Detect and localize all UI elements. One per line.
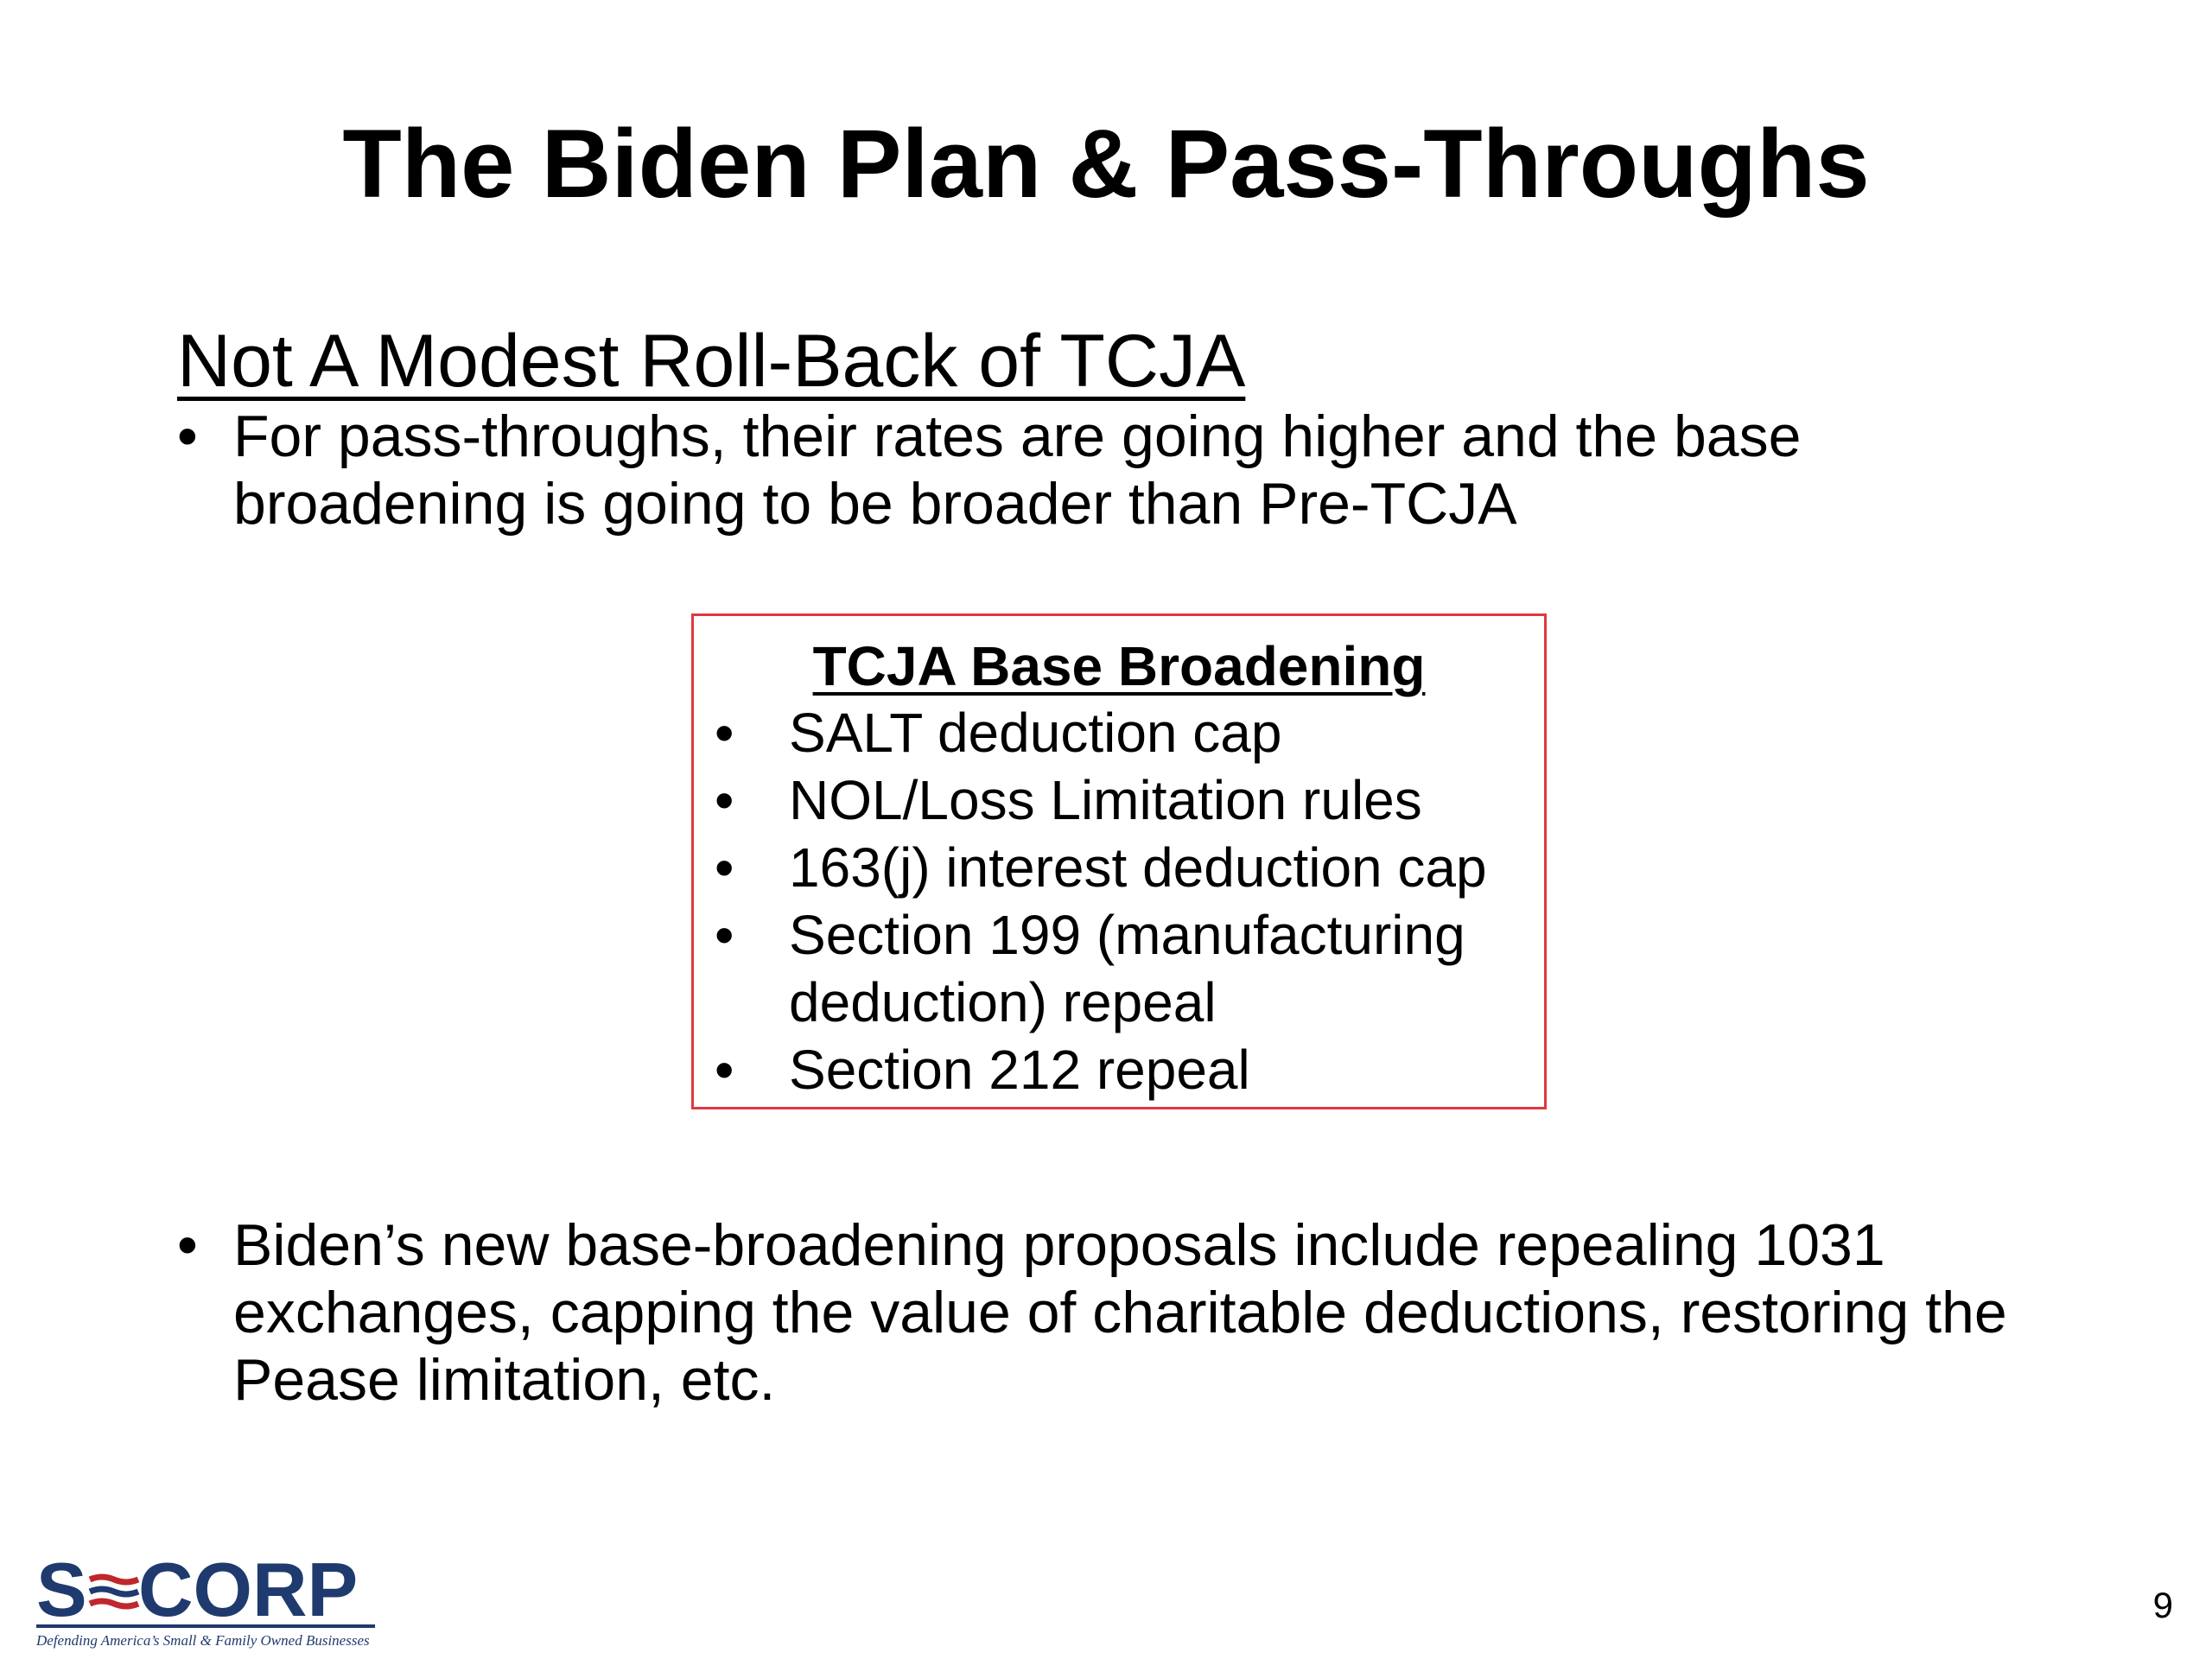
logo-tagline: Defending America’s Small & Family Owned Businesses (36, 1632, 370, 1649)
box-item-text: SALT deduction cap (789, 702, 1282, 764)
bullet-item (177, 403, 2095, 537)
slide-title: The Biden Plan & Pass-Throughs (342, 110, 1870, 218)
bullet-glyph: • (715, 1039, 734, 1101)
bullet-text: For pass-throughs, their rates are going higher and the base broadening is going to be broader than Pre-TCJA (233, 404, 1802, 537)
box-item-text: NOL/Loss Limitation rules (789, 769, 1422, 831)
bullet-text: Biden’s new base-broadening proposals include repealing 1031 exchanges, capping the value of charitable deductions, restoring the Pease limitation, etc. (233, 1212, 2007, 1413)
logo-s-letter: S (36, 1547, 87, 1632)
slide-subtitle: Not A Modest Roll-Back of TCJA (177, 320, 1246, 403)
bullet-item (177, 1211, 2121, 1414)
tcja-base-broadening-box (691, 613, 1547, 1109)
box-list (715, 699, 1527, 1103)
box-item-text: 163(j) interest deduction cap (789, 836, 1487, 899)
bullet-glyph: • (715, 769, 734, 831)
page-number: 9 (2152, 1585, 2173, 1625)
bullet-glyph: • (715, 702, 734, 764)
logo-corp-letters: CORP (138, 1547, 359, 1632)
bullet-glyph: • (177, 1212, 198, 1278)
s-corp-logo-with-flag-icon (36, 1547, 382, 1650)
box-list-item (715, 1036, 1527, 1103)
bullet-glyph: • (715, 836, 734, 899)
box-list-item (715, 699, 1527, 766)
box-list-item (715, 834, 1527, 901)
box-item-text: Section 199 (manufacturing deduction) repeal (789, 904, 1465, 1033)
box-item-text: Section 212 repeal (789, 1039, 1250, 1101)
box-list-item (715, 766, 1527, 834)
box-title: TCJA Base Broadening (812, 635, 1426, 697)
bullet-glyph: • (715, 904, 734, 966)
flag-icon (90, 1577, 138, 1606)
box-list-item (715, 901, 1527, 1036)
bullet-glyph: • (177, 404, 198, 469)
